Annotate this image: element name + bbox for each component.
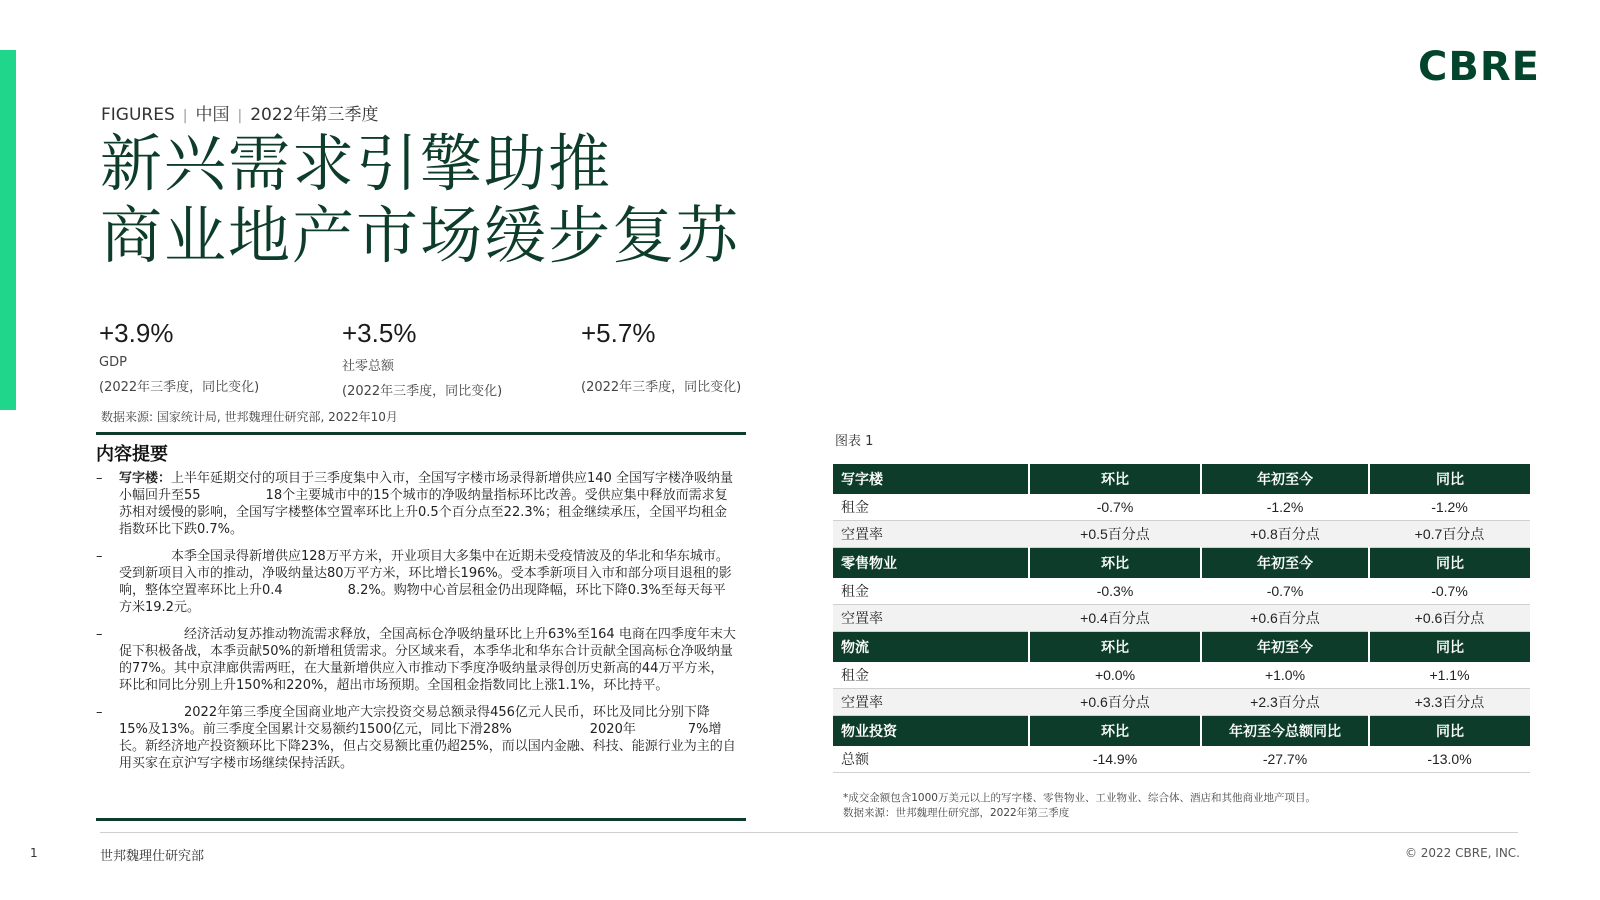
column-header: 同比 <box>1369 716 1530 747</box>
cell: -0.7% <box>1369 578 1530 605</box>
column-header: 年初至今 <box>1201 464 1369 494</box>
bullet-office <box>96 470 736 538</box>
column-header: 同比 <box>1369 632 1530 663</box>
footer-rule <box>100 832 1518 833</box>
cell: +3.3百分点 <box>1369 689 1530 716</box>
table-row <box>833 689 1530 716</box>
bullet-dash: – <box>96 549 103 564</box>
summary-title: 内容提要 <box>96 444 168 465</box>
column-header: 年初至今总额同比 <box>1201 716 1369 747</box>
table-row <box>833 605 1530 632</box>
column-header: 同比 <box>1369 548 1530 579</box>
footer-department: 世邦魏理仕研究部 <box>100 849 205 864</box>
section-header-logistics <box>833 632 1530 663</box>
cell: -14.9% <box>1029 746 1201 773</box>
bullet-text: 上半年延期交付的项目于三季度集中入市，全国写字楼市场录得新增供应140 全国写字楼净吸纳量小幅回升至55 18个主要城市中的15个城市的净吸纳量指标环比改善。受供应集中释放而需求复苏相对缓慢的影响，全国写字楼整体空置率环比上升0.5个百分点至22.3%；租金继续承压，全国平均租金指数环比下跌0.7%。 <box>119 471 733 537</box>
section-title: 物流 <box>833 632 1029 663</box>
cell: -27.7% <box>1201 746 1369 773</box>
row-label: 空置率 <box>833 605 1029 632</box>
row-label: 租金 <box>833 662 1029 689</box>
cell: +0.7百分点 <box>1369 521 1530 548</box>
eyebrow: FIGURES | 中国 | 2022年第三季度 <box>101 105 379 125</box>
cell: -1.2% <box>1201 494 1369 521</box>
stat-sub: (2022年三季度，同比变化) <box>581 380 742 395</box>
cell: +1.1% <box>1369 662 1530 689</box>
cell: +1.0% <box>1201 662 1369 689</box>
stat-label <box>581 355 801 370</box>
cell: -0.7% <box>1201 578 1369 605</box>
cbre-logo: CBRE <box>1418 44 1540 90</box>
bullet-text: 本季全国录得新增供应128万平方米，开业项目大多集中在近期未受疫情波及的华北和华东城市。受到新项目入市的推动，净吸纳量达80万平方米，环比增长196%。受本季新项目入市和部分项目退租的影响，整体空置率环比上升0.4 8.2%。购物中心首层租金仍出现降幅，环比下降0.3%至每天每平方米19.2元。 <box>119 549 732 615</box>
title-line-1: 新兴需求引擎助推 <box>100 127 613 200</box>
column-header: 同比 <box>1369 464 1530 494</box>
section-title: 零售物业 <box>833 548 1029 579</box>
eyebrow-region: 中国 <box>195 105 230 125</box>
bullet-lead: 写字楼： <box>119 471 172 486</box>
stat-value: +3.9% <box>99 318 174 348</box>
cell: -1.2% <box>1369 494 1530 521</box>
title-line-2: 商业地产市场缓步复苏 <box>100 199 741 272</box>
column-header: 环比 <box>1029 548 1201 579</box>
stat-value: +3.5% <box>342 318 417 348</box>
stat-gdp <box>99 318 319 395</box>
bullet-text: 经济活动复苏推动物流需求释放，全国高标仓净吸纳量环比上升63%至164 电商在四季度年末大促下积极备战，本季贡献50%的新增租赁需求。分区域来看，本季华北和华东合计贡献全国高标仓净吸纳量的77%。其中京津廊供需两旺，在大量新增供应入市推动下季度净吸纳量录得创历史新高的44万平方米，环比和同比分别上升150%和220%，超出市场预期。全国租金指数同比上涨1.1%，环比持平。 <box>119 627 736 693</box>
column-header: 年初至今 <box>1201 632 1369 663</box>
table-row <box>833 578 1530 605</box>
stat-label: GDP <box>99 355 127 370</box>
row-label: 租金 <box>833 578 1029 605</box>
footnote-source: 数据来源：世邦魏理仕研究部，2022年第三季度 <box>843 807 1070 819</box>
summary-top-rule <box>96 432 746 435</box>
figure-table <box>833 464 1530 773</box>
stat-sub: (2022年三季度，同比变化) <box>99 380 260 395</box>
column-header: 环比 <box>1029 632 1201 663</box>
stat-label: 社零总额 <box>342 359 395 374</box>
row-label: 空置率 <box>833 689 1029 716</box>
accent-bar <box>0 50 16 410</box>
stats-source: 数据来源: 国家统计局, 世邦魏理仕研究部, 2022年10月 <box>101 410 398 424</box>
bullet-dash: – <box>96 471 103 486</box>
table-row <box>833 521 1530 548</box>
cell: +0.5百分点 <box>1029 521 1201 548</box>
cell: +2.3百分点 <box>1201 689 1369 716</box>
footnote-line: *成交金额包含1000万美元以上的写字楼、零售物业、工业物业、综合体、酒店和其他商业地产项目。 <box>843 792 1316 804</box>
figure-footnote <box>843 791 1316 821</box>
section-header-office <box>833 464 1530 494</box>
bullet-investment <box>96 704 736 772</box>
eyebrow-quarter: 2022年第三季度 <box>250 105 379 125</box>
table-row <box>833 494 1530 521</box>
cell: +0.0% <box>1029 662 1201 689</box>
stat-value: +5.7% <box>581 318 656 348</box>
cell: +0.4百分点 <box>1029 605 1201 632</box>
row-label: 总额 <box>833 746 1029 773</box>
cell: +0.8百分点 <box>1201 521 1369 548</box>
section-title: 写字楼 <box>833 464 1029 494</box>
bullet-logistics <box>96 626 736 694</box>
cell: +0.6百分点 <box>1029 689 1201 716</box>
column-header: 环比 <box>1029 716 1201 747</box>
summary-bullets <box>96 470 736 782</box>
page-title <box>100 128 740 272</box>
cell: +0.6百分点 <box>1201 605 1369 632</box>
cell: +0.6百分点 <box>1369 605 1530 632</box>
stat-sub: (2022年三季度，同比变化) <box>342 384 503 399</box>
summary-bottom-rule <box>96 818 746 821</box>
section-header-investment <box>833 716 1530 747</box>
row-label: 空置率 <box>833 521 1029 548</box>
cell: -0.3% <box>1029 578 1201 605</box>
footer-copyright: © 2022 CBRE, INC. <box>1404 846 1520 860</box>
cell: -0.7% <box>1029 494 1201 521</box>
table-row <box>833 662 1530 689</box>
page-number: 1 <box>30 846 38 860</box>
column-header: 环比 <box>1029 464 1201 494</box>
bullet-text: 2022年第三季度全国商业地产大宗投资交易总额录得456亿元人民币，环比及同比分别下降15%及13%。前三季度全国累计交易额约1500亿元，同比下滑28% 2020年 7%增长。新经济地产投资额环比下降23%，但占交易额比重仍超25%，而以国内金融、科技、能源行业为主的自用买家在京沪写字楼市场继续保持活跃。 <box>119 705 736 771</box>
row-label: 租金 <box>833 494 1029 521</box>
bullet-dash: – <box>96 627 103 642</box>
bullet-retail <box>96 548 736 616</box>
eyebrow-figures: FIGURES <box>101 105 175 125</box>
stat-third <box>581 318 801 395</box>
table-row <box>833 746 1530 773</box>
bullet-dash: – <box>96 705 103 720</box>
section-header-retail <box>833 548 1530 579</box>
section-title: 物业投资 <box>833 716 1029 747</box>
column-header: 年初至今 <box>1201 548 1369 579</box>
stat-retail-sales <box>342 318 562 399</box>
figure-label: 图表 1 <box>835 434 874 449</box>
cell: -13.0% <box>1369 746 1530 773</box>
